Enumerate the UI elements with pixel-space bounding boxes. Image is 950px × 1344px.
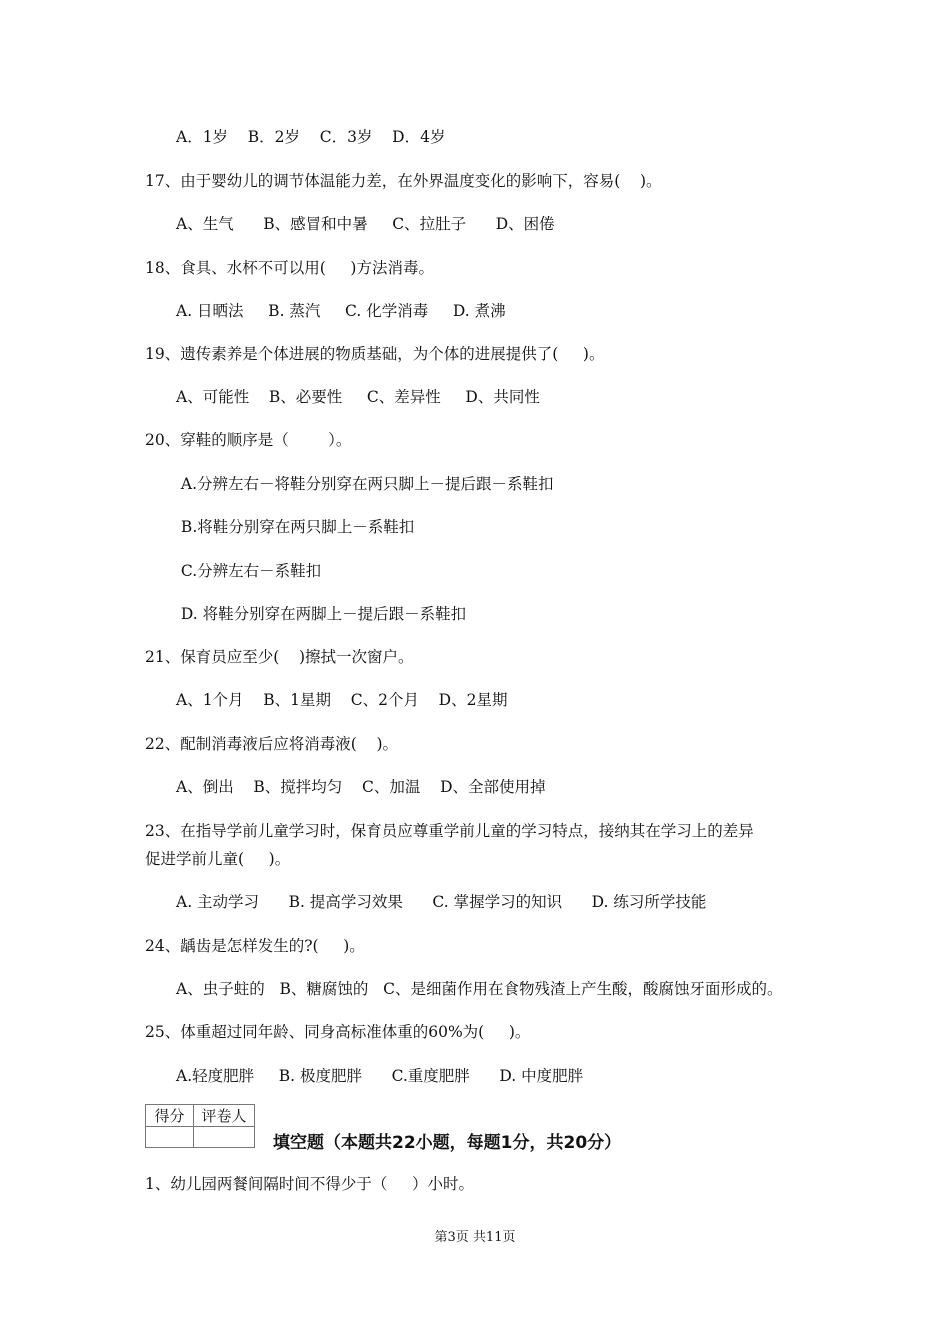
answer-options: A. 主动学习 B. 提高学习效果 C. 掌握学习的知识 D. 练习所学技能 [176,893,707,911]
grader-value-cell [194,1127,255,1148]
question-text: 19、遗传素养是个体进展的物质基础，为个体的进展提供了( )。 [145,345,605,363]
question-text: 24、龋齿是怎样发生的?( )。 [145,937,365,955]
answer-options: A、可能性 B、必要性 C、差异性 D、共同性 [176,388,540,406]
page-footer: 第3页 共11页 [434,1230,516,1245]
answer-options: A、生气 B、感冒和中暑 C、拉肚子 D、困倦 [176,215,555,233]
answer-options: A、1个月 B、1星期 C、2个月 D、2星期 [176,691,508,709]
answer-options: A．1岁 B．2岁 C．3岁 D．4岁 [176,128,446,146]
answer-options: A. 日晒法 B. 蒸汽 C. 化学消毒 D. 煮沸 [176,302,506,320]
question-text: 1、幼儿园两餐间隔时间不得少于（ ）小时。 [145,1175,474,1193]
question-text: 17、由于婴幼儿的调节体温能力差，在外界温度变化的影响下，容易( )。 [145,172,662,190]
section-title: 填空题（本题共22小题，每题1分，共20分） [273,1133,622,1153]
score-table-header-row [146,1105,255,1127]
question-text: 18、食具、水杯不可以用( )方法消毒。 [145,259,434,277]
question-text: 21、保育员应至少( )擦拭一次窗户。 [145,648,414,666]
answer-options: A、虫子蛀的 B、糖腐蚀的 C、是细菌作用在食物残渣上产生酸，酸腐蚀牙面形成的。 [176,980,783,998]
grader-header-cell: 评卷人 [194,1105,255,1127]
score-table [145,1104,255,1148]
answer-options: A.轻度肥胖 B. 极度肥胖 C.重度肥胖 D. 中度肥胖 [176,1067,584,1085]
question-text: 促进学前儿童( )。 [145,850,291,868]
score-table-row [146,1127,255,1148]
answer-options: B.将鞋分别穿在两只脚上－系鞋扣 [176,518,415,536]
question-text: 23、在指导学前儿童学习时，保育员应尊重学前儿童的学习特点，接纳其在学习上的差异 [145,822,754,840]
question-text: 25、体重超过同年龄、同身高标准体重的60%为( )。 [145,1023,531,1041]
question-text: 20、穿鞋的顺序是（ ）。 [145,431,352,449]
score-header-cell: 得分 [146,1105,194,1127]
question-text: 22、配制消毒液后应将消毒液( )。 [145,735,399,753]
answer-options: A、倒出 B、搅拌均匀 C、加温 D、全部使用掉 [176,778,546,796]
answer-options: A.分辨左右－将鞋分别穿在两只脚上－提后跟－系鞋扣 [176,475,554,493]
answer-options: C.分辨左右－系鞋扣 [176,562,322,580]
answer-options: D. 将鞋分别穿在两脚上－提后跟－系鞋扣 [176,605,467,623]
score-value-cell [146,1127,194,1148]
